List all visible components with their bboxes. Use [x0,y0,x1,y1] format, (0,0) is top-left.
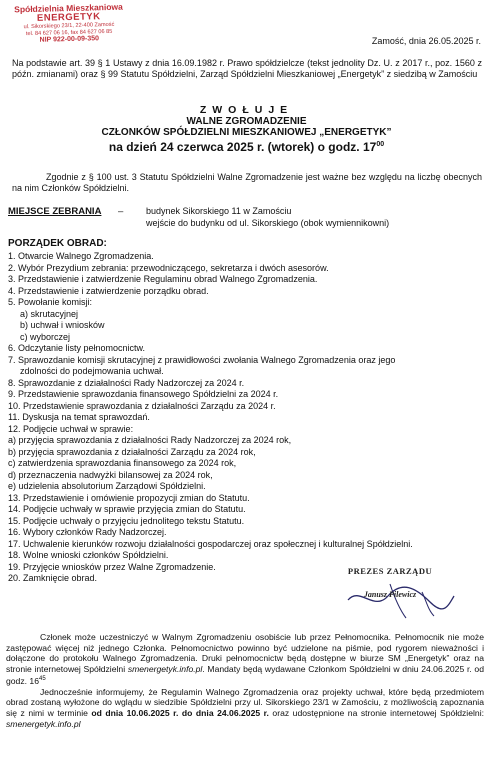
agenda-item: 16. Wybory członków Rady Nadzorczej. [8,527,167,537]
agenda-item: 9. Przedstawienie sprawozdania finansowego Spółdzielni za 2024 r. [8,389,279,399]
agenda-title: PORZĄDEK OBRAD: [8,238,107,249]
documents-paragraph [6,687,484,729]
website-link-1[interactable]: smenergetyk.info.pl [127,663,203,674]
agenda-item: 5. Powołanie komisji: [8,297,93,307]
agenda-item: 15. Podjęcie uchwały o przyjęciu jednolitego tekstu Statutu. [8,515,245,526]
agenda-item: 10. Przedstawienie sprawozdania z działalności Zarządu za 2024 r. [8,400,276,411]
signature-block [326,566,454,599]
stamp-line-2: ENERGETYK [36,11,101,24]
meeting-place-details [146,206,389,229]
agenda-item: a) przyjęcia sprawozdania z działalności Rady Nadzorczej za 2024 rok, [8,435,292,445]
heading-general-meeting: WALNE ZGROMADZENIE [186,116,307,127]
stamp-line-4: tel. 84 627 06 16, fax 84 627 06 85 [25,28,113,37]
meeting-place-line-1: budynek Sikorskiego 11 w Zamościu [146,206,292,216]
proxy-paragraph [6,632,484,687]
signature-title: PREZES ZARZĄDU [347,566,433,576]
mandates-text: . Mandaty będą wydawane Członkom Spółdzielni w dniu 24.06.2025 r. od godz. 16 [6,663,484,687]
agenda-item: 3. Przedstawienie i zatwierdzenie Regulaminu obrad Walnego Zgromadzenia. [8,274,318,284]
agenda-item: 17. Uchwalenie kierunków rozwoju działalności gospodarczej oraz społecznej i kulturalnej Spółdzielni. [8,538,413,549]
agenda-item: 11. Dyskusja na temat sprawozdań. [8,412,150,422]
stamp-line-1: Spółdzielnia Mieszkaniowa [14,1,123,15]
documents-dates: od dnia 10.06.2025 r. do dnia 24.06.2025 r. [91,708,269,719]
heading-convenes: ZWOŁUJE [199,104,294,116]
agenda-item: d) przeznaczenia nadwyżki bilansowej za 2024 rok, [8,469,213,480]
stamp-line-3: ul. Sikorskiego 23/1, 22-400 Zamość [23,21,115,31]
agenda-item: b) przyjęcia sprawozdania z działalności Zarządu za 2024 rok, [8,446,256,457]
agenda-item: 2. Wybór Prezydium zebrania: przewodniczącego, sekretarza i dwóch asesorów. [8,262,329,273]
agenda-item: 13. Przedstawienie i omówienie propozycji zmian do Statutu. [8,492,250,503]
meeting-place-dash: – [118,206,124,217]
meeting-time-minutes: 00 [376,141,385,148]
proxy-text: Członek może uczestniczyć w Walnym Zgromadzeniu osobiście lub przez Pełnomocnika. Pełnomocnik nie może zastępować więcej niż jednego Członka. Pełnomocnictwo powinno być udzielone na piśmie, pod rygorem nieważności i dołączone do protokołu Walnego Zgromadzenia. Druki pełnomocnictw będą dostępne w biurze SM „Energetyk” oraz na stronie internetowej Spółdzielni [6,632,484,674]
agenda-item: 8. Sprawozdanie z działalności Rady Nadzorczej za 2024 r. [8,377,245,388]
agenda-item: 20. Zamknięcie obrad. [8,573,98,583]
footer-notes [6,632,484,729]
agenda-list [8,251,486,585]
agenda-item: 1. Otwarcie Walnego Zgromadzenia. [8,251,154,261]
quorum-paragraph [12,172,482,194]
meeting-place-label: MIEJSCE ZEBRANIA [8,206,102,217]
meeting-place-line-2: wejście do budynku od ul. Sikorskiego (obok wymiennikowni) [146,217,390,228]
agenda-item: c) wyborczej [20,331,71,342]
website-link-2[interactable]: smenergetyk.info.pl [6,718,81,729]
heading-meeting-date [0,140,493,154]
agenda-item: 4. Przedstawienie i zatwierdzenie porządku obrad. [8,285,209,296]
agenda-item: zdolności do podejmowania uchwał. [20,366,164,376]
agenda-item: 6. Odczytanie listy pełnomocnictw. [8,343,146,353]
signature-name: Janusz Pilewicz [363,590,417,599]
mandates-time-minutes: 45 [38,676,46,683]
quorum-text: Zgodnie z § 100 ust. 3 Statutu Spółdzielni Walne Zgromadzenie jest ważne bez względu na liczbę obecnych na nim Członków Spółdzielni. [12,172,482,193]
agenda-item: c) zatwierdzenia sprawozdania finansowego za 2024 rok, [8,458,237,468]
agenda-item: 19. Przyjęcie wniosków przez Walne Zgromadzenie. [8,561,216,572]
agenda-item: 18. Wolne wnioski członków Spółdzielni. [8,550,169,560]
document-date: Zamość, dnia 26.05.2025 r. [371,36,481,46]
stamp-line-5: NIP 922-00-09-350 [39,35,100,44]
cooperative-stamp [9,2,128,51]
agenda-item: a) skrutacyjnej [20,308,79,319]
heading-members: CZŁONKÓW SPÓŁDZIELNI MIESZKANIOWEJ „ENERGETYK” [101,127,392,138]
agenda-item: 14. Podjęcie uchwały w sprawie przyjęcia zmian do Statutu. [8,504,246,514]
documents-text-end: oraz udostępnione na stronie internetowej Spółdzielni: [268,708,484,719]
meeting-date-text: na dzień 24 czerwca 2025 r. (wtorek) o godz. 17 [108,140,377,154]
agenda-item: e) udzielenia absolutorium Zarządowi Spółdzielni. [8,481,206,491]
documents-text: Jednocześnie informujemy, że Regulamin Walnego Zgromadzenia oraz projekty uchwał, które będą przedmiotem obrad zostaną wyłożone do wglądu w siedzibie Spółdzielni przy ul. Sikorskiego 23/1 w Zamościu, z możliwością zapoznania się z nimi w terminie [6,686,484,719]
agenda-item: b) uchwał i wniosków [20,320,105,330]
agenda-item: 7. Sprawozdanie komisji skrutacyjnej z prawidłowości zwołania Walnego Zgromadzenia oraz jego [8,354,396,365]
legal-basis-paragraph: Na podstawie art. 39 § 1 Ustawy z dnia 16.09.1982 r. Prawo spółdzielcze (tekst jednolity Dz. U. z 2017 r., poz. 1560 z późn. zmianami) oraz § 99 Statutu Spółdzielni, Zarząd Spółdzielni Mieszkaniowej „Energetyk” z siedzibą w Zamościu [12,58,482,79]
agenda-item: 12. Podjęcie uchwał w sprawie: [8,423,134,434]
